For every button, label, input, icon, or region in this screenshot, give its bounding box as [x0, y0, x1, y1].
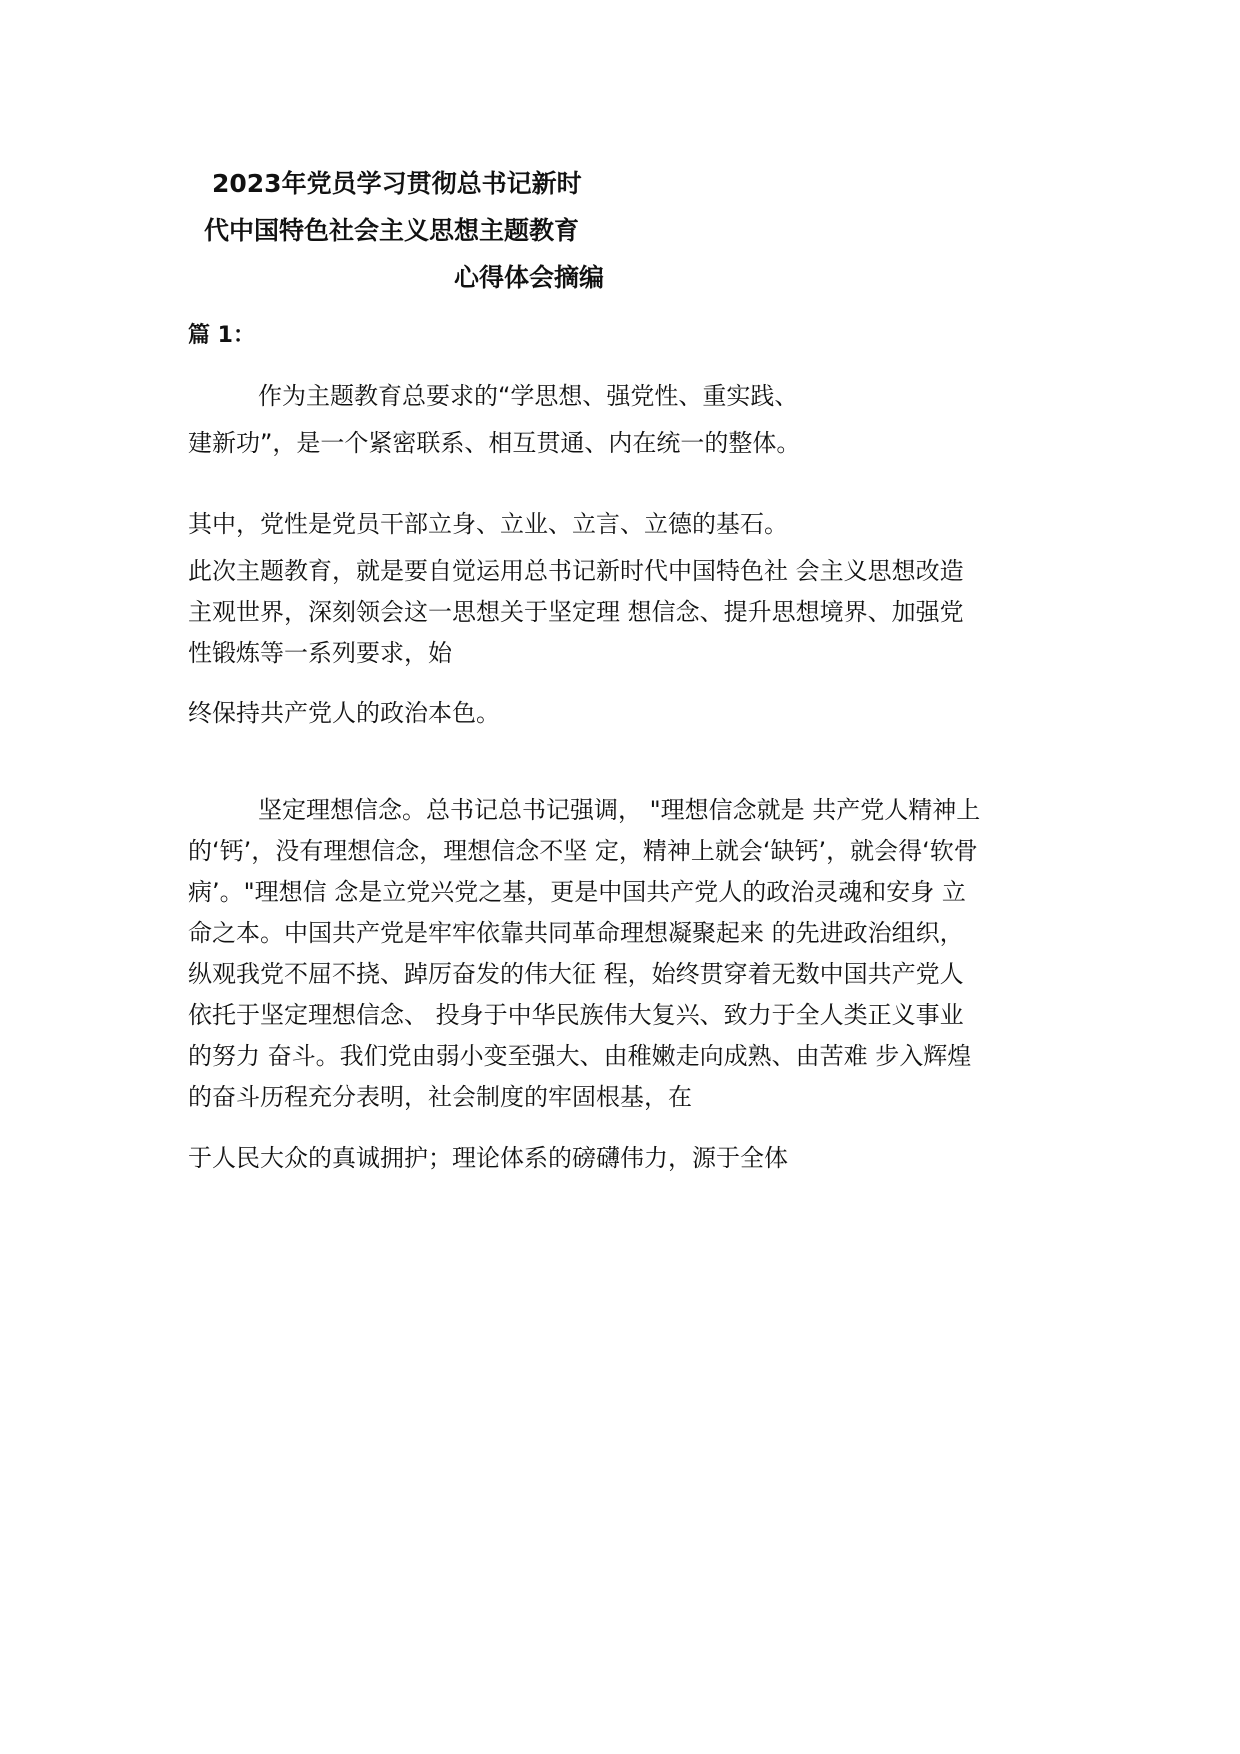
section-label: 篇 1： — [188, 323, 255, 348]
document-title-line-3: 心得体会摘编 — [454, 263, 605, 292]
body-line: 此次主题教育，就是要自觉运用总书记新时代中国特色社 会主义思想改造 — [188, 557, 964, 585]
body-line: 终保持共产党人的政治本色。 — [188, 699, 500, 727]
body-line: 于人民大众的真诚拥护；理论体系的磅礴伟力，源于全体 — [188, 1144, 788, 1172]
body-line: 主观世界，深刻领会这一思想关于坚定理 想信念、提升思想境界、加强党 — [188, 598, 964, 626]
body-line: 的奋斗历程充分表明，社会制度的牢固根基，在 — [188, 1083, 692, 1111]
document-title-line-2: 代中国特色社会主义思想主题教育 — [204, 216, 580, 245]
body-line: 作为主题教育总要求的“学思想、强党性、重实践、 — [258, 382, 799, 410]
document-title-line-1: 2023年党员学习贯彻总书记新时 — [212, 169, 582, 198]
body-line: 病’。"理想信 念是立党兴党之基，更是中国共产党人的政治灵魂和安身 立 — [188, 878, 966, 906]
body-line: 纵观我党不屈不挠、踔厉奋发的伟大征 程，始终贯穿着无数中国共产党人 — [188, 960, 964, 988]
body-line: 的‘钙’，没有理想信念，理想信念不坚 定，精神上就会‘缺钙’，就会得‘软骨 — [188, 837, 978, 865]
body-line: 性锻炼等一系列要求，始 — [188, 639, 452, 667]
body-line: 坚定理想信念。总书记总书记强调， "理想信念就是 共产党人精神上 — [258, 796, 981, 824]
body-line: 命之本。中国共产党是牢牢依靠共同革命理想凝聚起来 的先进政治组织， — [188, 919, 964, 947]
body-line: 建新功”，是一个紧密联系、相互贯通、内在统一的整体。 — [188, 429, 801, 457]
body-line: 依托于坚定理想信念、 投身于中华民族伟大复兴、致力于全人类正义事业 — [188, 1001, 964, 1029]
body-line: 的努力 奋斗。我们党由弱小变至强大、由稚嫩走向成熟、由苦难 步入辉煌 — [188, 1042, 972, 1070]
body-line: 其中，党性是党员干部立身、立业、立言、立德的基石。 — [188, 510, 788, 538]
